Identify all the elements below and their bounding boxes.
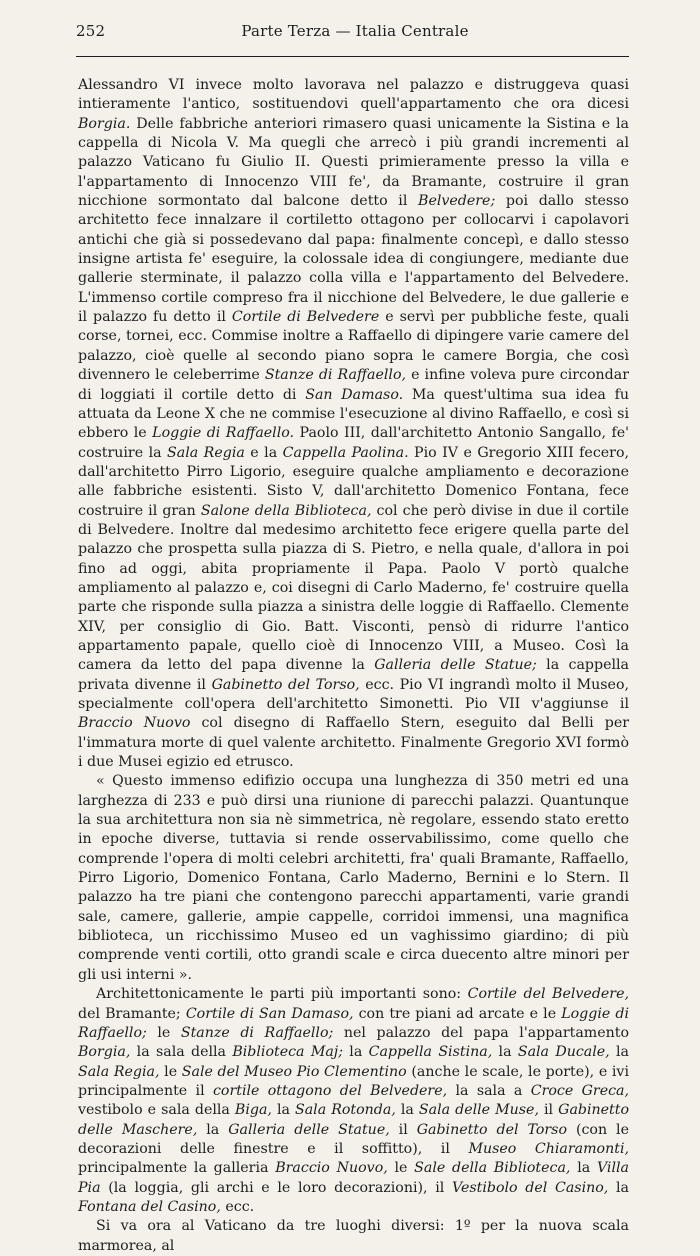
text-run: le <box>387 1160 415 1177</box>
text-run: le <box>159 1063 182 1080</box>
text-run: del Bramante; <box>78 1005 186 1022</box>
text-run: la <box>570 1160 597 1177</box>
italic-term: Cortile del Belvedere, <box>467 986 629 1003</box>
text-run: la <box>342 1044 369 1061</box>
text-run: Ma quest'ultima sua idea fu attuata da Leone X che ne commise l'esecuzione al divino Raffaello, e così si ebbero le <box>78 386 629 442</box>
italic-term: Loggie di Raffaello. <box>152 425 295 442</box>
text-run: poi dallo stesso architetto fece innalzare il cortiletto ottagono per collocarvi i capolavori antichi che già si possedevano dal papa: finalmente concepì, e dallo stesso insigne artista fe' eseguire, la colossale idea di congiungere, mediante due gallerie sterminate, il palazzo colla villa e l'appartamento del Belvedere. L'immenso cortile compreso fra il nicchione del Belvedere, le due gallerie e il palazzo fu detto il <box>78 193 629 326</box>
italic-term: Stanze di Raffaello, <box>264 367 407 384</box>
text-run: la <box>609 1044 630 1061</box>
italic-term: Croce Greca, <box>530 1082 630 1099</box>
italic-term: Sala Regia, <box>78 1063 160 1080</box>
italic-term: Gabinetto delle Maschere, <box>78 1102 629 1138</box>
text-run: (con le decorazioni delle finestre e il soffitto), il <box>78 1121 629 1157</box>
italic-term: Cappella Paolina. <box>282 444 409 461</box>
italic-term: Salone della Biblioteca, <box>200 502 372 519</box>
text-run: la sala della <box>130 1044 233 1061</box>
text-run: il <box>389 1121 417 1138</box>
italic-term: Biga, <box>234 1102 272 1119</box>
italic-term: Sale del Museo Pio Clementino <box>181 1063 407 1080</box>
italic-term: Braccio Nuovo <box>78 715 191 732</box>
paragraph <box>78 772 629 985</box>
text-run: (la loggia, gli archi e le loro decorazioni), il <box>100 1179 453 1196</box>
text-run: col che però divise in due il cortile di Belvedere. Inoltre dal medesimo architetto fece erigere quella parte del palazzo che prospetta sulla piazza di S. Pietro, e nella quale, d'allora in poi fino ad oggi, abita propriamente il Papa. Paolo V portò qualche ampliamento al palazzo e, coi disegni di Carlo Maderno, fe' costruire quella parte che risponde sulla piazza a sinistra delle loggie di Raffaello. Clemente XIV, per consiglio di Gio. Batt. Visconti, pensò di ridurre l'antico appartamento papale, quello cioè di Innocenzo VIII, a Museo. Così la camera da letto del papa divenne la <box>78 502 630 674</box>
text-run: vestibolo e sala della <box>78 1102 235 1119</box>
running-title: Parte Terza — Italia Centrale <box>241 22 469 40</box>
italic-term: Cortile di San Damaso, <box>185 1005 354 1022</box>
text-run: nel palazzo del papa l'appartamento <box>333 1024 630 1041</box>
text-run: Pio IV e Gregorio XIII fecero, dall'architetto Pirro Ligorio, eseguire qualche ampliamento e decorazione alle fabbriche esistenti. Sisto V, dall'architetto Domenico Fontana, fece costruire il gran <box>78 444 629 519</box>
text-run: e servì per pubbliche feste, quali corse, tornei, ecc. Commise inoltre a Raffaello di dipingere varie camere del palazzo, cioè quelle al secondo piano sopra le camere Borgia, che così divennero le celeberrime <box>78 309 629 384</box>
text-run: Architettonicamente le parti più importanti sono: <box>96 986 468 1003</box>
header-rule <box>76 56 629 57</box>
italic-term: Sala Regia <box>167 444 245 461</box>
italic-term: Braccio Nuovo, <box>275 1160 388 1177</box>
italic-term: Sala delle Muse, <box>418 1102 539 1119</box>
text-run: la <box>608 1179 629 1196</box>
text-run: e la <box>244 444 283 461</box>
italic-term: Belvedere; <box>418 193 496 210</box>
text-run: la <box>197 1121 229 1138</box>
text-run: ecc. <box>220 1198 255 1215</box>
text-run: Paolo III, dall'architetto Antonio Sangallo, fe' costruire la <box>78 425 630 461</box>
text-run: Alessandro VI invece molto lavorava nel palazzo e distruggeva quasi intieramente l'antico, sostituendovi quell'appartamento che ora dicesi <box>78 77 629 113</box>
italic-term: cortile ottagono del Belvedere, <box>212 1082 448 1099</box>
text-run: la <box>395 1102 419 1119</box>
text-run: Si va ora al Vaticano da tre luoghi diversi: 1º per la nuova scala marmorea, al <box>78 1218 629 1254</box>
text-run: ecc. Pio VI ingrandì molto il Museo, specialmente coll'opera dell'architetto Simonetti. Pio VII v'aggiunse il <box>78 676 629 712</box>
italic-term: Sale della Biblioteca, <box>414 1160 571 1177</box>
paragraph <box>78 985 629 1217</box>
italic-term: San Damaso. <box>305 386 404 403</box>
italic-term: Loggie di Raffaello; <box>78 1005 629 1041</box>
italic-term: Borgia, <box>78 1044 131 1061</box>
page-header <box>76 22 634 48</box>
page-number: 252 <box>76 22 106 40</box>
italic-term: Fontana del Casino, <box>78 1198 221 1215</box>
body-text <box>78 76 629 1256</box>
paragraph <box>78 76 629 772</box>
text-run: (anche le scale, le porte), e ivi principalmente il <box>78 1063 629 1099</box>
italic-term: Sala Rotonda, <box>294 1102 396 1119</box>
italic-term: Galleria delle Statue, <box>228 1121 390 1138</box>
italic-term: Vestibolo del Casino, <box>452 1179 609 1196</box>
text-run: la sala a <box>447 1082 531 1099</box>
italic-term: Cortile di Belvedere <box>231 309 380 326</box>
italic-term: Cappella Sistina, <box>368 1044 493 1061</box>
italic-term: Biblioteca Maj; <box>232 1044 343 1061</box>
paragraph <box>78 1217 629 1256</box>
text-run: il <box>538 1102 559 1119</box>
italic-term: Gabinetto del Torso <box>416 1121 567 1138</box>
text-run: la <box>271 1102 295 1119</box>
text-run: le <box>146 1024 181 1041</box>
text-run: la <box>492 1044 518 1061</box>
italic-term: Sala Ducale, <box>517 1044 610 1061</box>
italic-term: Gabinetto del Torso, <box>211 676 360 693</box>
text-run: e infine voleva pure circondar di loggiati il cortile detto di <box>78 367 629 403</box>
italic-term: Museo Chiaramonti, <box>468 1140 629 1157</box>
italic-term: Stanze di Raffaello; <box>180 1024 334 1041</box>
italic-term: Borgia. <box>78 115 131 132</box>
italic-term: Galleria delle Statue; <box>374 657 537 674</box>
italic-term: Villa Pia <box>78 1160 630 1196</box>
text-run: principalmente la galleria <box>78 1160 276 1177</box>
text-run: col disegno di Raffaello Stern, eseguito dal Belli per l'immatura morte di quel valente architetto. Finalmente Gregorio XVI formò i due Musei egizio ed etrusco. <box>78 715 630 771</box>
text-run: Delle fabbriche anteriori rimasero quasi unicamente la Sistina e la cappella di Nicola V. Ma quegli che arrecò i più grandi incrementi al palazzo Vaticano fu Giulio II. Questi primieramente presso la villa e l'appartamento di Innocenzo VIII fe', da Bramante, costruire il gran nicchione sormontato dal balcone detto il <box>78 115 629 210</box>
text-run: « Questo immenso edifizio occupa una lunghezza di 350 metri ed una larghezza di 233 e può dirsi una riunione di parecchi palazzi. Quantunque la sua architettura non sia nè simmetrica, nè regolare, essendo stato eretto in epoche diverse, tuttavia si rende osservabilissimo, come quello che comprende l'opera di molti celebri architetti, fra' quali Bramante, Raffaello, Pirro Ligorio, Domenico Fontana, Carlo Maderno, Bernini e lo Stern. Il palazzo ha tre piani che contengono parecchi appartamenti, varie grandi sale, camere, gallerie, ampie cappelle, corridoi immensi, una magnifica biblioteca, un ricchissimo Museo ed un vaghissimo giardino; di più comprende venti cortili, otto grandi scale e circa duecento altre minori per gli usi interni ». <box>78 773 629 983</box>
text-run: la cappella privata divenne il <box>78 657 630 693</box>
text-run: con tre piani ad arcate e le <box>353 1005 562 1022</box>
